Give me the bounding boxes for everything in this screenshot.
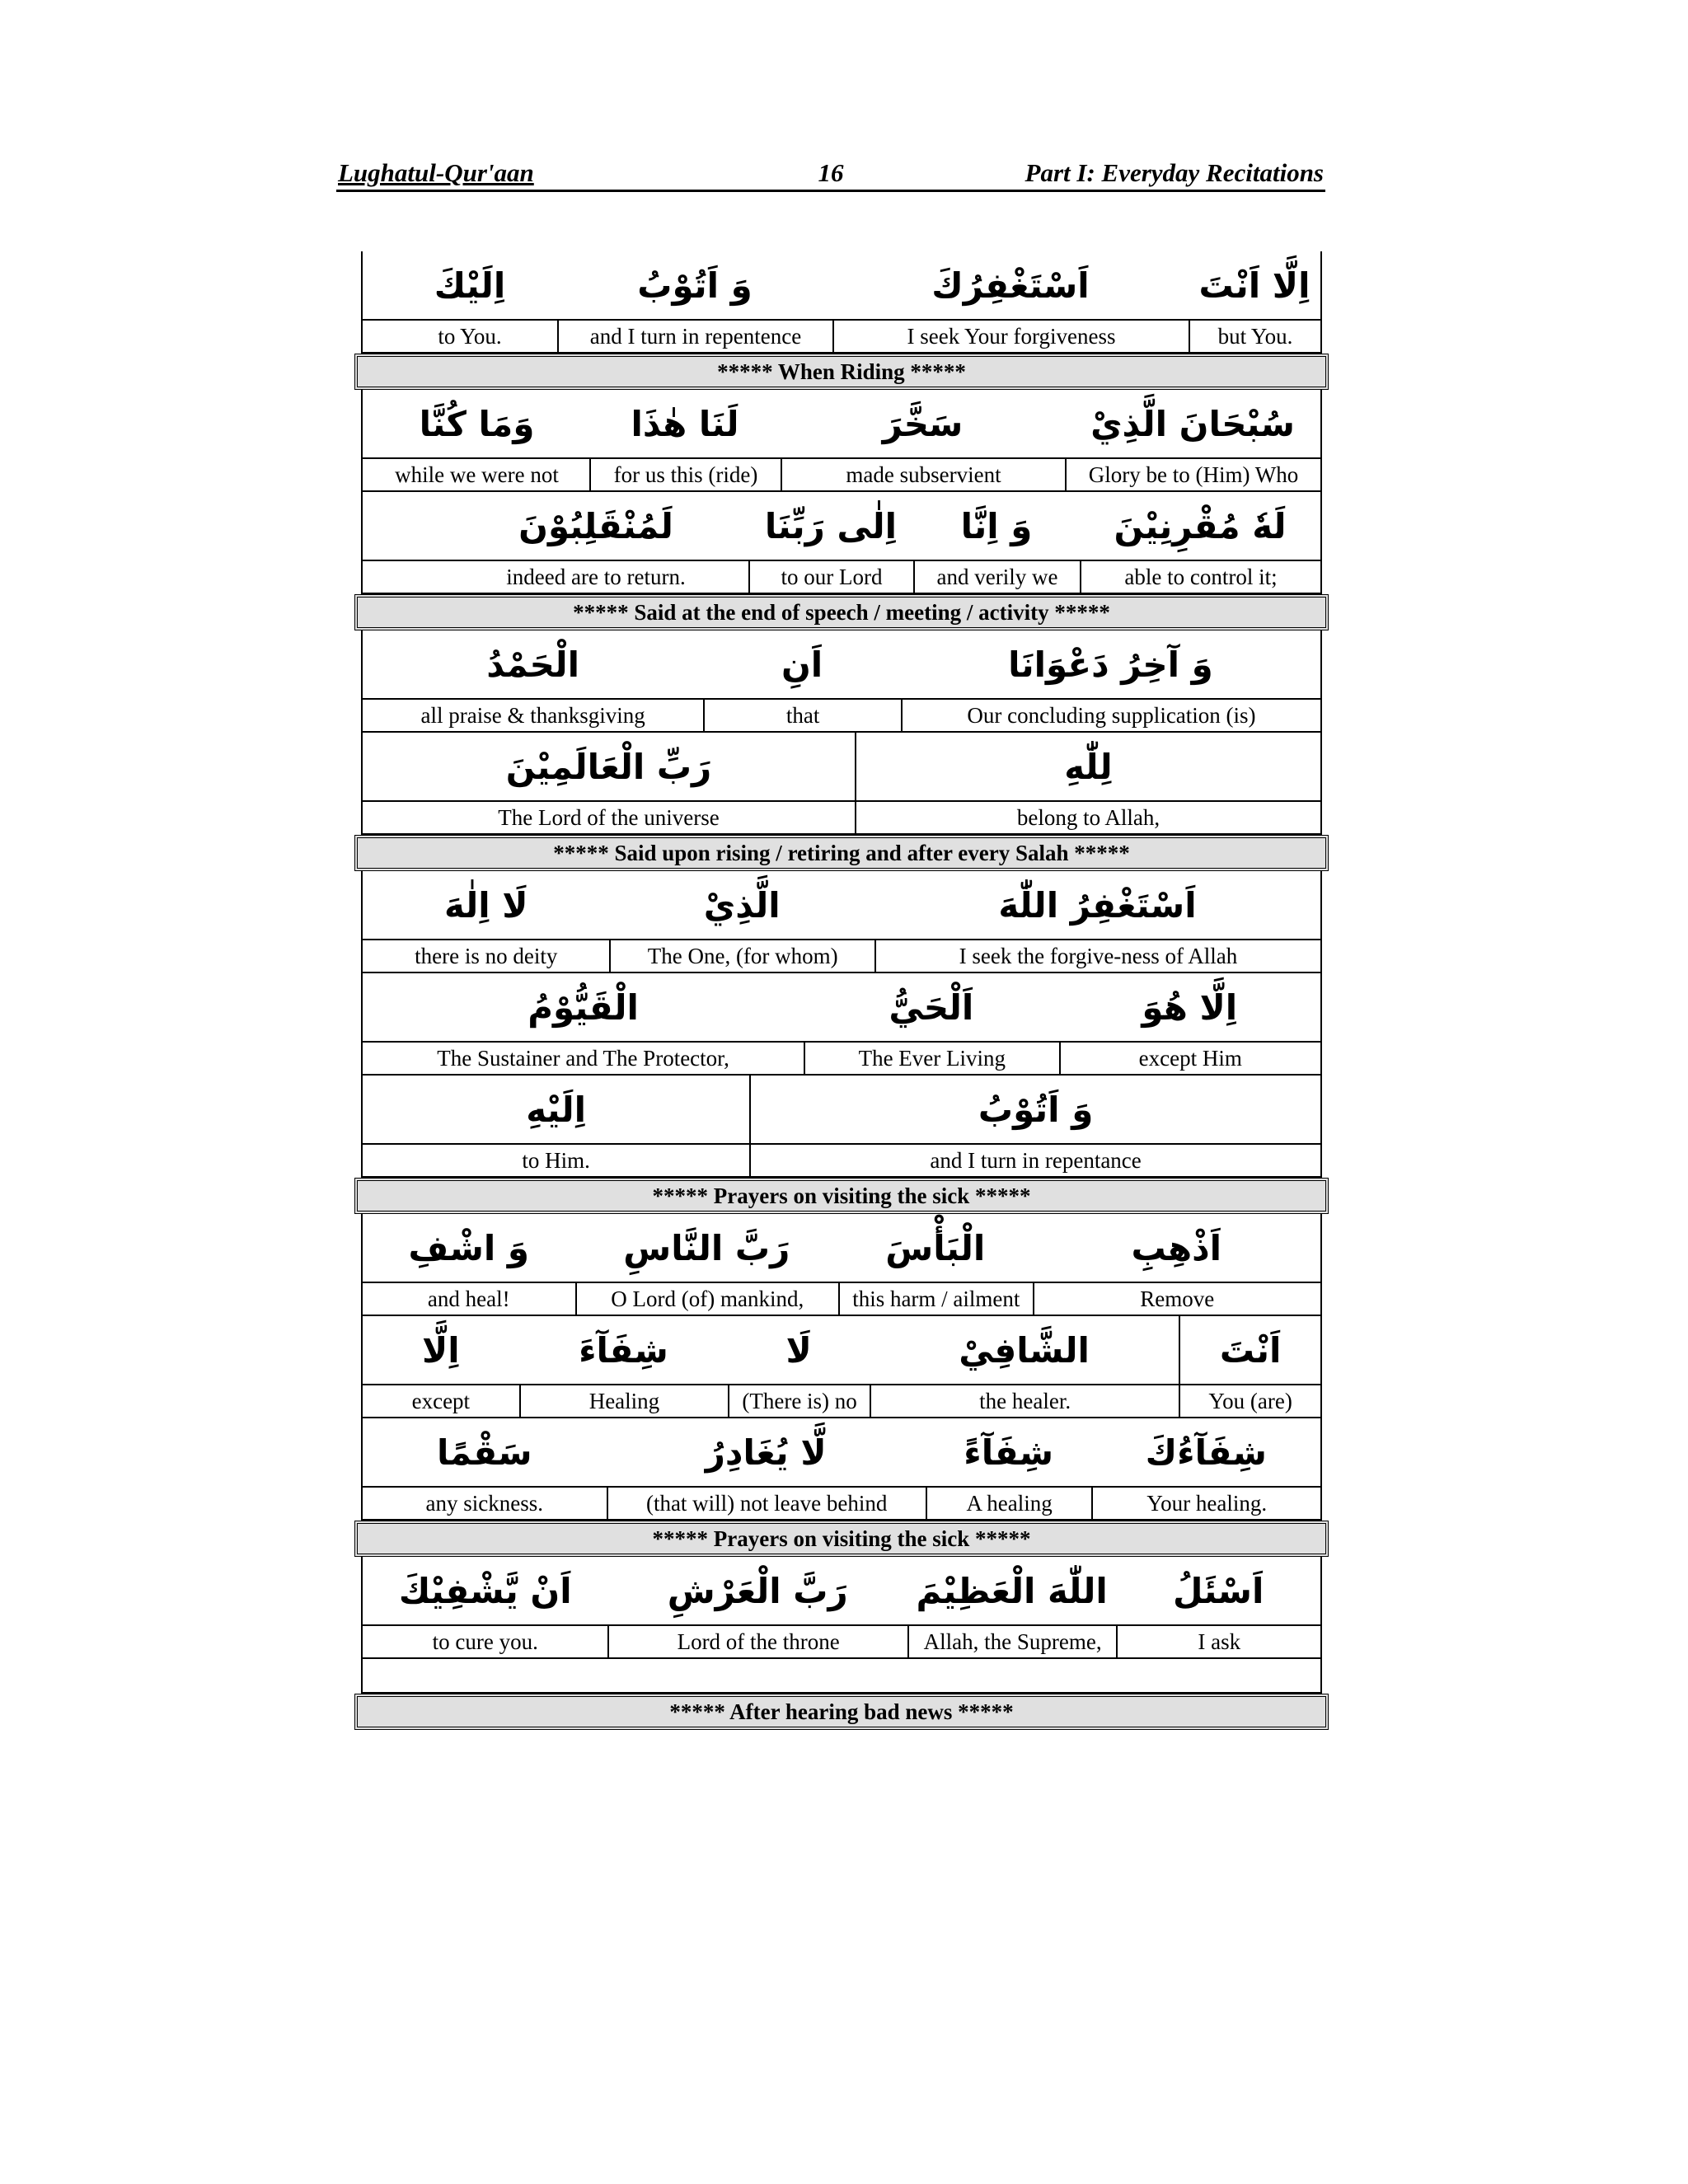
- english-meaning: (There is) no: [728, 1385, 870, 1417]
- arabic-word: وَ اِنَّا: [960, 505, 1033, 546]
- english-meaning: and I turn in repentance: [749, 1145, 1320, 1176]
- arabic-row: [363, 973, 1320, 1043]
- english-meaning: except Him: [1059, 1043, 1320, 1074]
- english-meaning: I seek Your forgiveness: [832, 321, 1189, 352]
- english-meaning: The Sustainer and The Protector,: [437, 1045, 729, 1071]
- section-banner: ***** Prayers on visiting the sick *****: [354, 1521, 1329, 1557]
- arabic-row: [363, 1316, 1320, 1385]
- section-banner: ***** After hearing bad news *****: [354, 1694, 1329, 1730]
- english-meaning: this harm / ailment: [838, 1283, 1033, 1315]
- translation-row: [363, 1043, 1320, 1076]
- arabic-word: شِفَآءُكَ: [1145, 1432, 1267, 1473]
- arabic-word: الْقَيُّوْمُ: [528, 987, 639, 1028]
- arabic-row: [363, 492, 1320, 561]
- phrase-block: [361, 1316, 1322, 1418]
- arabic-word: الَّذِيْ: [703, 884, 781, 926]
- arabic-word: اَسْتَغْفِرُ اللّٰهَ: [998, 884, 1197, 926]
- phrase-block: [361, 1214, 1322, 1316]
- english-meaning: Our concluding supplication (is): [901, 700, 1320, 731]
- english-meaning: The Ever Living: [804, 1043, 1058, 1074]
- phrase-block: [361, 251, 1322, 354]
- arabic-word: وَ آخِرُ دَعْوَانَا: [1008, 644, 1213, 685]
- arabic-word: شِفَآءً: [964, 1432, 1054, 1473]
- english-meaning: for us this (ride): [589, 459, 781, 490]
- english-meaning: all praise & thanksgiving: [420, 702, 645, 728]
- arabic-word: اِلَيْكَ: [434, 265, 506, 306]
- english-meaning: made subservient: [781, 459, 1065, 490]
- arabic-word: الشَّافِيْ: [959, 1329, 1090, 1371]
- english-meaning: The One, (for whom): [609, 940, 874, 972]
- english-meaning: to Him.: [522, 1147, 590, 1173]
- arabic-word: اِلَّا هُوَ: [1142, 987, 1238, 1028]
- english-meaning: (that will) not leave behind: [607, 1488, 926, 1519]
- arabic-word: اِلَّا اَنْتَ: [1198, 265, 1311, 306]
- arabic-word: اللّٰهَ الْعَظِيْمَ: [916, 1570, 1108, 1611]
- english-meaning: the healer.: [870, 1385, 1179, 1417]
- phrase-block: [361, 492, 1322, 594]
- arabic-row: [363, 871, 1320, 940]
- english-meaning: Healing: [519, 1385, 729, 1417]
- arabic-word: شِفَآءَ: [579, 1329, 668, 1371]
- section-banner: ***** When Riding *****: [354, 354, 1329, 390]
- english-meaning: I ask: [1116, 1626, 1320, 1657]
- arabic-word: سَخَّرَ: [882, 403, 964, 444]
- arabic-word: اِلَيْهِ: [526, 1089, 586, 1130]
- arabic-row: [363, 1076, 1320, 1145]
- translation-row: [363, 1626, 1320, 1659]
- english-meaning: O Lord (of) mankind,: [575, 1283, 838, 1315]
- empty-row: [361, 1659, 1322, 1694]
- arabic-word: اَنْ يَّشْفِيْكَ: [398, 1570, 572, 1611]
- translation-row: [363, 940, 1320, 973]
- section-banner: ***** Said at the end of speech / meeting / activity *****: [354, 594, 1329, 630]
- english-meaning: that: [703, 700, 901, 731]
- arabic-row: [363, 1418, 1320, 1488]
- english-meaning: while we were not: [395, 462, 559, 487]
- arabic-word: رَبَّ الْعَرْشِ: [667, 1570, 848, 1611]
- phrase-block: [361, 1557, 1322, 1659]
- arabic-word: لَمُنْقَلِبُوْنَ: [518, 505, 673, 546]
- english-meaning: belong to Allah,: [855, 802, 1320, 833]
- english-meaning: and verily we: [913, 561, 1080, 593]
- arabic-word: رَبَّ النَّاسِ: [623, 1227, 790, 1268]
- arabic-word: اَنْتَ: [1179, 1316, 1320, 1384]
- phrase-block: [361, 390, 1322, 492]
- english-meaning: indeed are to return.: [506, 564, 686, 589]
- english-meaning: and I turn in repentence: [557, 321, 832, 352]
- english-meaning: to our Lord: [748, 561, 913, 593]
- english-meaning: Allah, the Supreme,: [907, 1626, 1117, 1657]
- arabic-word: لَّا يُغَادِرُ: [705, 1432, 827, 1473]
- english-meaning: to cure you.: [432, 1629, 538, 1654]
- english-meaning: Remove: [1033, 1283, 1320, 1315]
- translation-row: [363, 1283, 1320, 1316]
- arabic-word: اَنِ: [781, 644, 823, 685]
- arabic-word: لَهٗ مُقْرِنِيْنَ: [1114, 505, 1287, 546]
- book-title: Lughatul-Qur'aan: [338, 158, 534, 187]
- translation-row: [363, 700, 1320, 733]
- english-meaning: You (are): [1179, 1385, 1320, 1417]
- translation-row: [363, 802, 1320, 835]
- arabic-row: [363, 733, 1320, 802]
- arabic-row: [363, 1557, 1320, 1626]
- arabic-word: وَ اَتُوْبُ: [749, 1076, 1320, 1143]
- section-banner: ***** Prayers on visiting the sick *****: [354, 1178, 1329, 1214]
- english-meaning: Your healing.: [1091, 1488, 1320, 1519]
- arabic-row: [363, 390, 1320, 459]
- translation-row: [363, 1145, 1320, 1178]
- translation-row: [363, 321, 1320, 354]
- phrase-block: [361, 630, 1322, 733]
- arabic-word: لَا اِلٰهَ: [443, 884, 528, 926]
- english-meaning: Glory be to (Him) Who: [1065, 459, 1320, 490]
- phrase-block: [361, 871, 1322, 973]
- arabic-word: لَا: [785, 1329, 812, 1371]
- english-meaning: but You.: [1189, 321, 1320, 352]
- translation-row: [363, 1488, 1320, 1521]
- english-meaning: Lord of the throne: [607, 1626, 907, 1657]
- phrase-block: [361, 973, 1322, 1076]
- english-meaning: there is no deity: [415, 943, 558, 968]
- recitation-table: [361, 251, 1322, 1730]
- arabic-word: اَلْحَيُّ: [889, 987, 974, 1028]
- arabic-word: وَمَا كُنَّا: [419, 403, 535, 444]
- arabic-row: [363, 251, 1320, 321]
- english-meaning: A healing: [926, 1488, 1092, 1519]
- arabic-word: الْبَأْسَ: [885, 1227, 986, 1268]
- phrase-block: [361, 733, 1322, 835]
- arabic-word: وَ اشْفِ: [408, 1227, 529, 1268]
- english-meaning: The Lord of the universe: [498, 804, 720, 830]
- translation-row: [363, 561, 1320, 594]
- section-banner: ***** Said upon rising / retiring and after every Salah *****: [354, 835, 1329, 871]
- page-header: [336, 157, 1325, 192]
- arabic-word: اَذْهِبِ: [1131, 1227, 1222, 1268]
- arabic-word: لِلّٰهِ: [855, 733, 1320, 800]
- english-meaning: I seek the forgive-ness of Allah: [874, 940, 1320, 972]
- phrase-block: [361, 1418, 1322, 1521]
- english-meaning: and heal!: [427, 1286, 510, 1311]
- translation-row: [363, 459, 1320, 492]
- english-meaning: any sickness.: [425, 1490, 543, 1516]
- arabic-word: لَنَا هٰذَا: [631, 403, 739, 444]
- arabic-word: اِلٰى رَبِّنَا: [764, 505, 898, 546]
- english-meaning: except: [411, 1388, 471, 1413]
- english-meaning: to You.: [438, 323, 502, 349]
- phrase-block: [361, 1076, 1322, 1178]
- arabic-word: وَ اَتُوْبُ: [637, 265, 753, 306]
- english-meaning: able to control it;: [1080, 561, 1320, 593]
- page-number: 16: [818, 158, 844, 187]
- arabic-word: اِلَّا: [422, 1329, 460, 1371]
- arabic-word: سَقْمًا: [437, 1432, 532, 1473]
- arabic-word: الْحَمْدُ: [486, 644, 580, 685]
- arabic-word: اَسْئَلُ: [1173, 1570, 1264, 1611]
- section-title: Part I: Everyday Recitations: [1025, 158, 1324, 187]
- arabic-word: اَسْتَغْفِرُكَ: [931, 265, 1090, 306]
- arabic-word: سُبْحَانَ الَّذِيْ: [1090, 403, 1295, 444]
- translation-row: [363, 1385, 1320, 1418]
- arabic-row: [363, 630, 1320, 700]
- arabic-word: رَبِّ الْعَالَمِيْنَ: [505, 746, 712, 787]
- arabic-row: [363, 1214, 1320, 1283]
